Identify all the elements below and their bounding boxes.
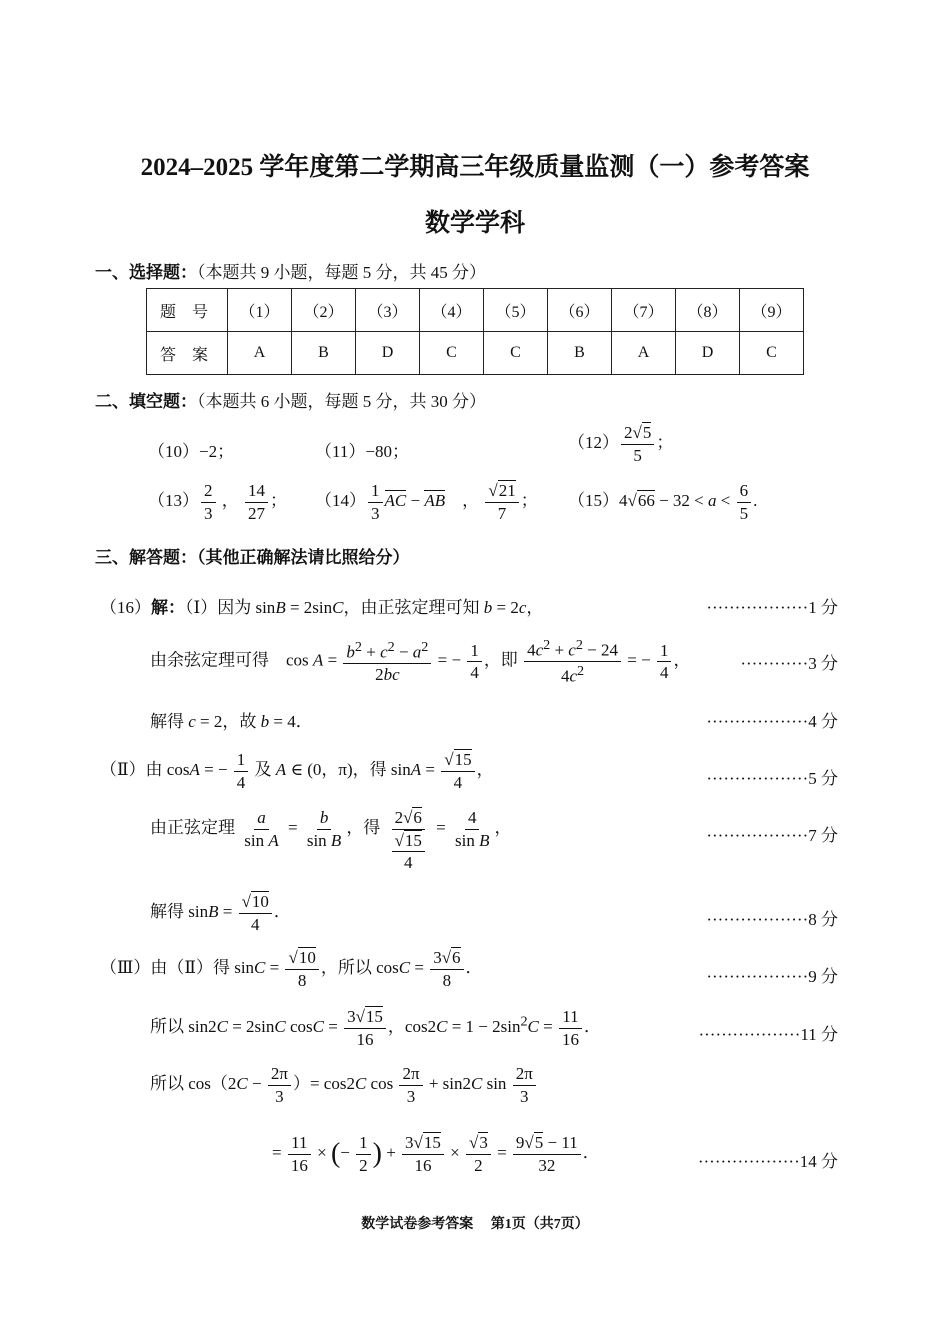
fill-answer-11: （11）−80； (315, 442, 409, 461)
solution-16-line-1: （16）解：（Ⅰ）因为 sinB = 2sinC，由正弦定理可知 b = 2c， (100, 598, 544, 617)
table-cell: D (676, 332, 740, 375)
section-note: （本题共 9 小题，每题 5 分，共 45 分） (197, 263, 486, 282)
solution-16-line-7: （Ⅲ）由（Ⅱ）得 sinC = $\frac{√10}{8}$ ，所以 cosC = $\frac{3√6}{8}$ ． (100, 948, 483, 990)
table-cell: （8） (676, 289, 740, 332)
section-choice-heading (95, 258, 486, 283)
table-cell: （9） (740, 289, 804, 332)
table-cell: （6） (548, 289, 612, 332)
table-cell: A (612, 332, 676, 375)
score-marker: ··················7 分 (706, 826, 838, 845)
score-marker: ··················14 分 (697, 1152, 838, 1171)
question-number: （15） (568, 490, 619, 510)
solution-16-line-5: 由正弦定理 $\frac{a}{\text{sin A}}$ = $\frac{b}{\text{sin B}}$ ，得 $\frac{2√6}{\frac{√15}{4}}$ = $\frac{4}{\text{sin B}}$ ， (150, 808, 512, 873)
table-cell: （4） (420, 289, 484, 332)
page-footer: 数学试卷参考答案 第1页（共7页） (361, 1217, 589, 1232)
score-marker: ··················5 分 (706, 769, 838, 788)
page-title: 2024–2025 学年度第二学期高三年级质量监测（一）参考答案 (140, 154, 810, 181)
table-cell: （7） (612, 289, 676, 332)
question-number: （14） (315, 490, 366, 510)
solution-16-line-8: 所以 sin2C = 2sinC cosC = $\frac{3√15}{16}$ ，$\cos 2C = 1 - 2\sin^2C$ = $\frac{11}{16}$ ． (150, 1007, 601, 1049)
table-cell: C (420, 332, 484, 375)
table-cell: C (484, 332, 548, 375)
table-cell: B (292, 332, 356, 375)
page-subtitle: 数学学科 (424, 210, 525, 237)
table-header-cell: 答 案 (147, 332, 228, 375)
table-header-cell: 题 号 (147, 289, 228, 332)
table-cell: A (228, 332, 292, 375)
score-marker: ··················1 分 (706, 598, 838, 617)
fill-answer-14: （14） $\frac{1}{3}$ AC − AB ， $\frac{√21}{7}$ ； (315, 481, 538, 523)
solution-16-line-9: 所以 cos（2C − $\frac{2\pi}{3}$ ）= cos2C cos $\frac{2\pi}{3}$ + sin2C sin $\frac{2\pi}{3}$ (150, 1064, 538, 1106)
table-cell: （3） (356, 289, 420, 332)
table-cell: D (356, 332, 420, 375)
score-marker: ··················9 分 (706, 967, 838, 986)
table-row-numbers (147, 289, 804, 332)
section-fill-heading (95, 387, 486, 412)
choice-answer-table (146, 288, 804, 375)
score-marker: ············3 分 (740, 654, 838, 673)
fill-answer-10: （10）−2； (148, 442, 235, 461)
table-cell: B (548, 332, 612, 375)
solution-16-line-4: （Ⅱ）由 cosA = − $\frac{1}{4}$ 及 A ∈ (0，π)，得 sinA = $\frac{√15}{4}$ ， (100, 750, 494, 792)
table-cell: （5） (484, 289, 548, 332)
section-label: 二、填空题： (95, 392, 197, 411)
section-note: （本题共 6 小题，每题 5 分，共 30 分） (197, 392, 486, 411)
solution-16-line-3: 解得 c = 2，故 b = 4． (150, 712, 313, 731)
table-row-answers (147, 332, 804, 375)
table-cell: C (740, 332, 804, 375)
score-marker: ··················8 分 (706, 910, 838, 929)
fill-answer-13: （13） $\frac{2}{3}$ ， $\frac{14}{27}$ ； (148, 481, 287, 523)
fill-answer-12: （12） $\frac{2√5}{5}$ ； (568, 423, 674, 465)
solution-16-line-2: 由余弦定理可得 cos A = $\frac{b^2 + c^2 - a^2}{2bc}$ = − $\frac{1}{4}$ ，即 $\frac{4c^2 + c^2 - 24}{4c^2}$ = − $\frac{1}{4}$ ， (150, 637, 691, 686)
section-label: 一、选择题： (95, 263, 197, 282)
question-number: （13） (148, 490, 199, 510)
section-solution-heading: 三、解答题：（其他正确解法请比照给分） (95, 548, 410, 567)
score-marker: ··················4 分 (706, 712, 838, 731)
table-cell: （2） (292, 289, 356, 332)
solution-16-line-6: 解得 sinB = $\frac{√10}{4}$ ． (150, 892, 291, 934)
fill-answer-15: （15）4√66 − 32 < a < $\frac{6}{5}$ . (568, 481, 758, 523)
question-number: （12） (568, 432, 619, 452)
score-marker: ··················11 分 (698, 1025, 838, 1044)
table-cell: （1） (228, 289, 292, 332)
solution-16-line-10: = $\frac{11}{16}$ × (− $\frac{1}{2}$ ) + $\frac{3√15}{16}$ × $\frac{√3}{2}$ = $\frac{9√5 - 11}{32}$ ． (272, 1133, 600, 1175)
